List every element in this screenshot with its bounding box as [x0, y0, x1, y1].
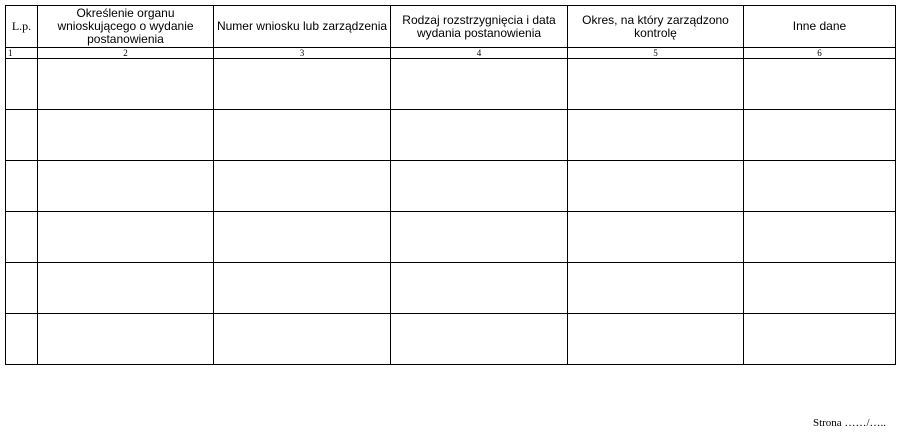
register-table [5, 5, 896, 365]
table-cell[interactable] [6, 110, 38, 161]
table-cell[interactable] [38, 59, 214, 110]
table-cell[interactable] [6, 59, 38, 110]
table-cell[interactable] [214, 314, 391, 365]
table-cell[interactable] [214, 59, 391, 110]
column-number: 4 [391, 48, 568, 59]
table-cell[interactable] [391, 263, 568, 314]
table-cell[interactable] [568, 59, 744, 110]
table-cell[interactable] [568, 212, 744, 263]
table-cell[interactable] [391, 110, 568, 161]
table-cell[interactable] [214, 161, 391, 212]
table-cell[interactable] [214, 263, 391, 314]
table-cell[interactable] [391, 59, 568, 110]
table-cell[interactable] [568, 161, 744, 212]
table-cell[interactable] [744, 314, 896, 365]
table-body [6, 59, 896, 365]
table-cell[interactable] [38, 314, 214, 365]
table-cell[interactable] [6, 263, 38, 314]
header-lp: L.p. [6, 6, 38, 48]
table-cell[interactable] [744, 212, 896, 263]
table-cell[interactable] [6, 161, 38, 212]
table-cell[interactable] [6, 314, 38, 365]
table-cell[interactable] [38, 212, 214, 263]
table-cell[interactable] [391, 314, 568, 365]
column-number: 5 [568, 48, 744, 59]
table-cell[interactable] [568, 314, 744, 365]
table-row [6, 314, 896, 365]
table-cell[interactable] [6, 212, 38, 263]
column-number: 6 [744, 48, 896, 59]
header-requesting-authority: Określenie organu wnioskującego o wydanie postanowienia [38, 6, 214, 48]
table-cell[interactable] [744, 263, 896, 314]
table-cell[interactable] [214, 212, 391, 263]
table-cell[interactable] [744, 161, 896, 212]
column-number: 1 [6, 48, 38, 59]
table-cell[interactable] [744, 59, 896, 110]
column-number-row [6, 48, 896, 59]
column-number: 3 [214, 48, 391, 59]
header-other-data: Inne dane [744, 6, 896, 48]
table-cell[interactable] [38, 263, 214, 314]
table-row [6, 263, 896, 314]
table-cell[interactable] [38, 110, 214, 161]
table-cell[interactable] [391, 161, 568, 212]
column-number: 2 [38, 48, 214, 59]
header-request-number: Numer wniosku lub zarządzenia [214, 6, 391, 48]
table-row [6, 59, 896, 110]
table-cell[interactable] [744, 110, 896, 161]
table-row [6, 212, 896, 263]
table-cell[interactable] [568, 110, 744, 161]
table-row [6, 161, 896, 212]
table-cell[interactable] [568, 263, 744, 314]
header-decision-type-date: Rodzaj rozstrzygnięcia i data wydania postanowienia [391, 6, 568, 48]
table-cell[interactable] [38, 161, 214, 212]
header-control-period: Okres, na który zarządzono kontrolę [568, 6, 744, 48]
table-row [6, 110, 896, 161]
table-cell[interactable] [214, 110, 391, 161]
table-cell[interactable] [391, 212, 568, 263]
header-row [6, 6, 896, 48]
page-number-label: Strona ……/….. [812, 417, 886, 429]
